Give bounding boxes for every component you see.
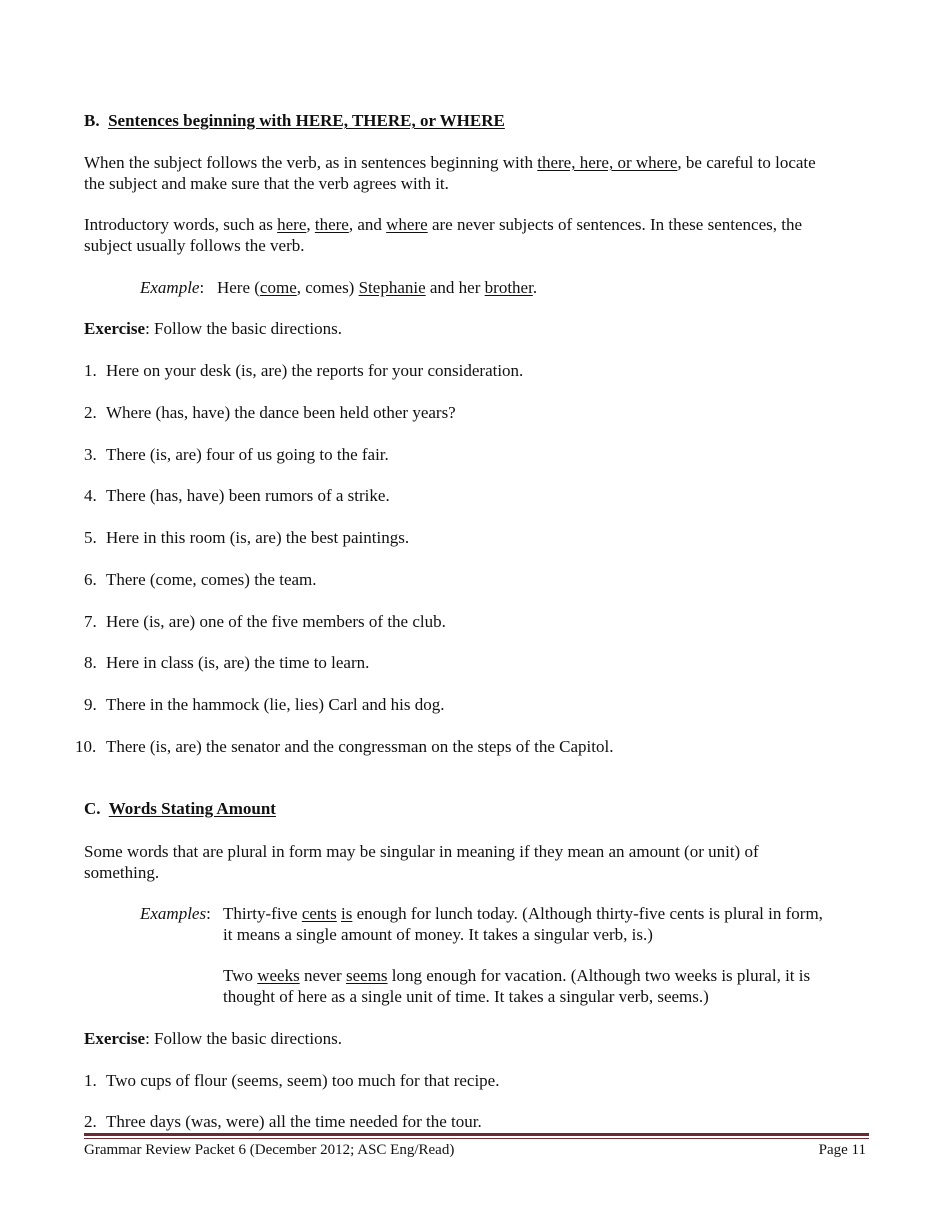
text-run: Examples	[140, 904, 207, 923]
text-run: :	[199, 278, 205, 297]
item-number: 10.	[75, 737, 97, 756]
text-run: subject usually follows the verb.	[84, 236, 305, 255]
exercise-label: Exercise	[84, 1029, 146, 1048]
text-run: : Follow the basic directions.	[145, 319, 342, 338]
exercise-item	[84, 611, 874, 632]
item-text: Three days (was, were) all the time needed for the tour.	[106, 1112, 482, 1131]
exercise-item	[84, 444, 874, 465]
underlined-text: Stephanie	[358, 278, 426, 297]
item-number: 2.	[84, 1112, 97, 1131]
example-1	[223, 903, 863, 945]
section-b-heading	[84, 110, 874, 131]
item-text: There (is, are) four of us going to the fair.	[106, 445, 389, 464]
underlined-text: seems	[345, 966, 388, 985]
text-run: it means a single amount of money. It takes a singular verb, is.)	[223, 925, 653, 944]
underlined-text: weeks	[257, 966, 300, 985]
section-c-title: Words Stating Amount	[108, 799, 276, 818]
exercise-item	[75, 736, 874, 757]
section-c-letter: C.	[84, 799, 101, 818]
item-text: Here in class (is, are) the time to learn.	[106, 653, 370, 672]
item-number: 2.	[84, 403, 97, 422]
page-number: Page 11	[818, 1142, 866, 1158]
exercise-item	[84, 402, 874, 423]
text-run: never	[299, 966, 346, 985]
section-b-letter: B.	[84, 111, 100, 130]
exercise-item	[84, 527, 874, 548]
item-text: There (has, have) been rumors of a strike.	[106, 486, 390, 505]
text-run: and her	[425, 278, 485, 297]
section-c-exercise-directions	[84, 1028, 874, 1049]
text-run: the subject and make sure that the verb agrees with it.	[84, 174, 449, 193]
section-b-example	[140, 277, 840, 298]
item-text: Here in this room (is, are) the best paintings.	[106, 528, 410, 547]
text-run: Some words that are plural in form may be singular in meaning if they mean an amount (or unit) of	[84, 842, 759, 861]
underlined-text: there	[314, 215, 349, 234]
text-run: :	[206, 904, 211, 923]
exercise-label: Exercise	[84, 319, 146, 338]
text-run: are never subjects of sentences. In these sentences, the	[427, 215, 803, 234]
item-number: 7.	[84, 612, 97, 631]
underlined-text: where	[386, 215, 428, 234]
item-number: 8.	[84, 653, 97, 672]
text-run: , be careful to locate	[677, 153, 816, 172]
exercise-item	[84, 1070, 874, 1091]
item-number: 5.	[84, 528, 97, 547]
text-run: thought of here as a single unit of time. It takes a singular verb, seems.)	[223, 987, 709, 1006]
item-text: Where (has, have) the dance been held other years?	[106, 403, 456, 422]
text-run: ,	[306, 215, 315, 234]
text-run: , and	[348, 215, 387, 234]
exercise-item	[84, 1111, 874, 1132]
exercise-item	[84, 569, 874, 590]
exercise-item	[84, 360, 874, 381]
item-number: 1.	[84, 361, 97, 380]
section-c-paragraph-1	[84, 841, 874, 883]
item-text: Two cups of flour (seems, seem) too much for that recipe.	[106, 1071, 500, 1090]
exercise-item	[84, 652, 874, 673]
item-number: 6.	[84, 570, 97, 589]
item-text: There (is, are) the senator and the congressman on the steps of the Capitol.	[106, 737, 614, 756]
text-run: .	[532, 278, 538, 297]
item-number: 9.	[84, 695, 97, 714]
example-label: Example	[140, 278, 200, 297]
underlined-text: come	[259, 278, 297, 297]
text-run: Thirty-five	[223, 904, 302, 923]
text-run: something.	[84, 863, 160, 882]
footer-title: Grammar Review Packet 6 (December 2012; ASC Eng/Read)	[84, 1142, 455, 1158]
item-text: There in the hammock (lie, lies) Carl and his dog.	[106, 695, 445, 714]
footer-rule-thick	[84, 1133, 869, 1136]
item-text: Here on your desk (is, are) the reports for your consideration.	[106, 361, 524, 380]
underlined-text: there, here, or where	[537, 153, 678, 172]
section-b-paragraph-2	[84, 214, 874, 256]
item-text: Here (is, are) one of the five members of the club.	[106, 612, 446, 631]
text-run: long enough for vacation. (Although two weeks is plural, it is	[387, 966, 811, 985]
section-b-title: Sentences beginning with HERE, THERE, or WHERE	[108, 111, 505, 130]
text-run: Here (	[216, 278, 260, 297]
section-b-paragraph-1	[84, 152, 874, 194]
examples-label	[140, 903, 211, 924]
item-number: 4.	[84, 486, 97, 505]
footer-rule-thin	[84, 1138, 869, 1139]
text-run: Introductory words, such as	[84, 215, 278, 234]
exercise-item	[84, 485, 874, 506]
text-run: When the subject follows the verb, as in sentences beginning with	[84, 153, 538, 172]
section-c-heading	[84, 798, 874, 819]
text-run: : Follow the basic directions.	[145, 1029, 342, 1048]
underlined-text: cents	[301, 904, 337, 923]
underlined-text: brother	[484, 278, 533, 297]
item-number: 3.	[84, 445, 97, 464]
item-number: 1.	[84, 1071, 97, 1090]
section-b-exercise-directions	[84, 318, 874, 339]
item-text: There (come, comes) the team.	[106, 570, 317, 589]
underlined-text: is	[341, 904, 353, 923]
underlined-text: here	[277, 215, 307, 234]
text-run: , comes)	[296, 278, 359, 297]
exercise-item	[84, 694, 874, 715]
text-run: Two	[223, 966, 258, 985]
text-run: enough for lunch today. (Although thirty-five cents is plural in form,	[352, 904, 823, 923]
example-2	[223, 965, 863, 1007]
